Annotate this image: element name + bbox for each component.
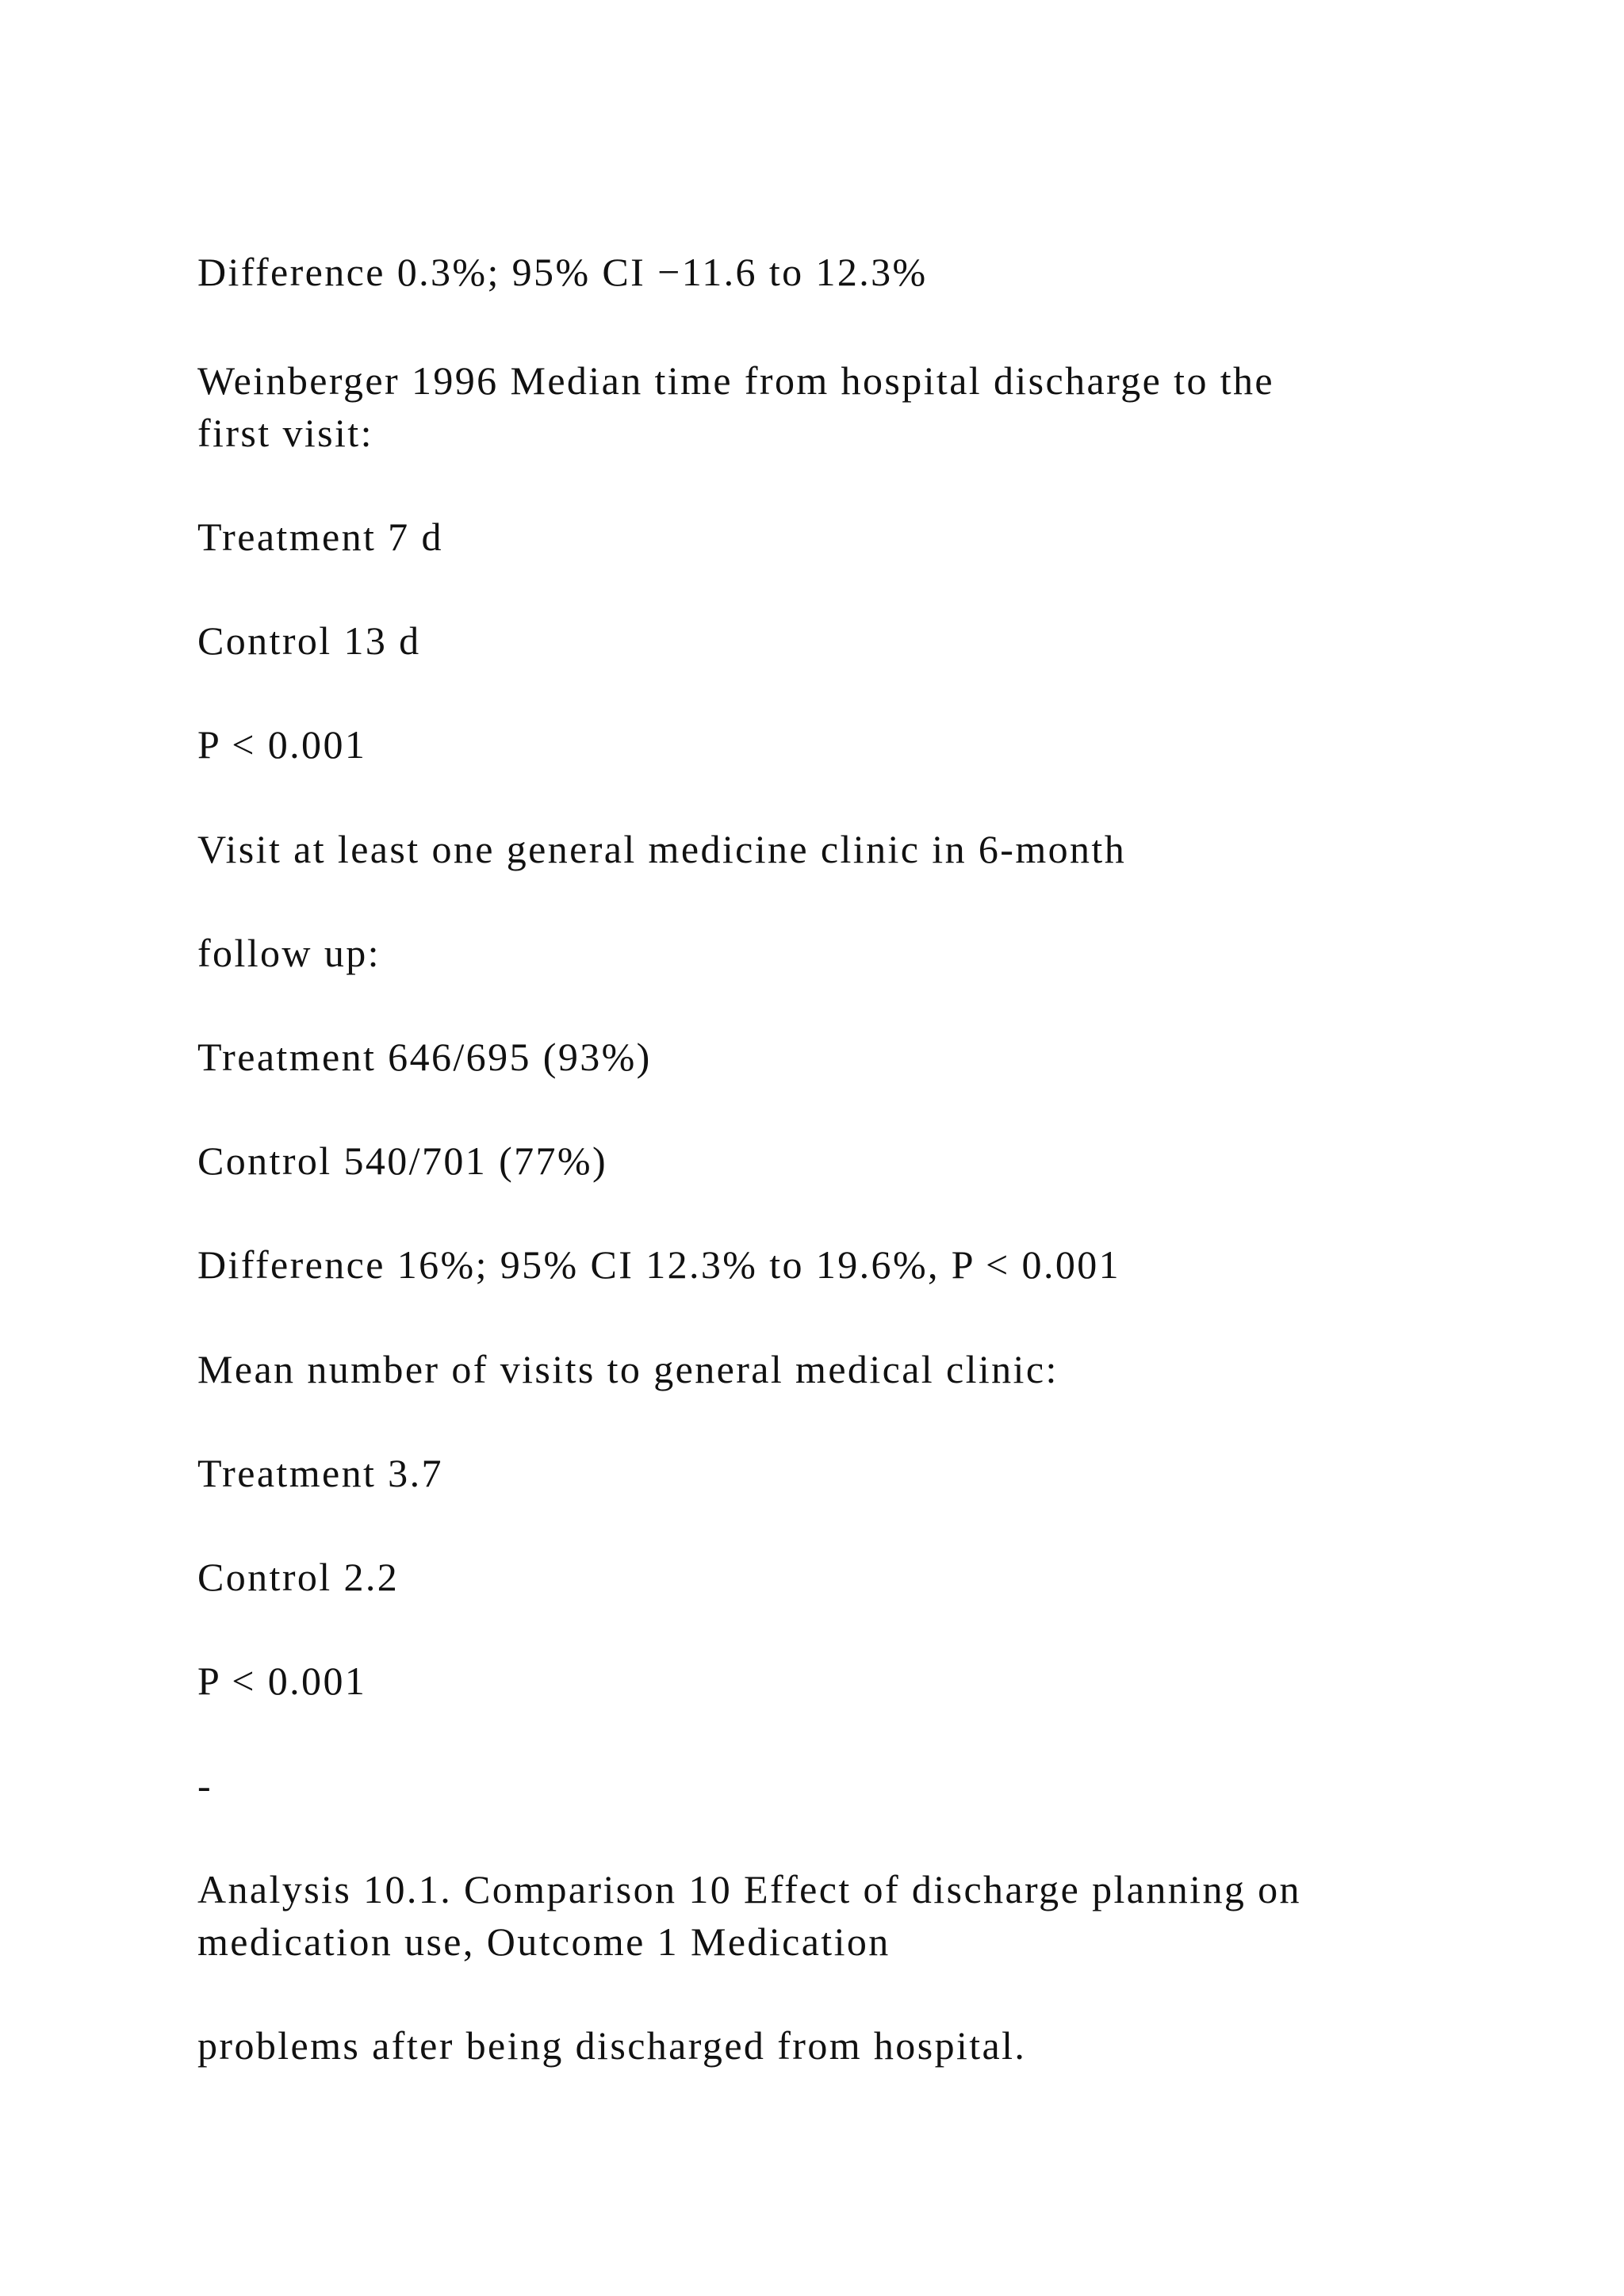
paragraph-follow-up: follow up:	[197, 931, 381, 975]
paragraph-visit-clinic: Visit at least one general medicine clinic in 6-month	[197, 827, 1127, 871]
paragraph-difference-visits: Difference 16%; 95% CI 12.3% to 19.6%, P < 0.001	[197, 1242, 1121, 1287]
paragraph-p-value: P < 0.001	[197, 722, 367, 767]
paragraph-treatment-days: Treatment 7 d	[197, 515, 443, 559]
paragraph-difference-ci: Difference 0.3%; 95% CI −11.6 to 12.3%	[197, 250, 928, 294]
paragraph-dash-separator: -	[197, 1763, 213, 1808]
paragraph-mean-visits: Mean number of visits to general medical clinic:	[197, 1347, 1059, 1391]
paragraph-analysis-continuation: problems after being discharged from hospital.	[197, 2023, 1027, 2068]
paragraph-control-days: Control 13 d	[197, 618, 421, 663]
paragraph-treatment-visits: Treatment 646/695 (93%)	[197, 1035, 652, 1079]
paragraph-control-mean: Control 2.2	[197, 1555, 400, 1599]
paragraph-treatment-mean: Treatment 3.7	[197, 1451, 443, 1495]
paragraph-weinberger-median-time: Weinberger 1996 Median time from hospital discharge to the first visit:	[197, 358, 1275, 455]
paragraph-analysis-heading: Analysis 10.1. Comparison 10 Effect of discharge planning on medication use, Outcome 1 Medication	[197, 1867, 1301, 1964]
paragraph-control-visits: Control 540/701 (77%)	[197, 1138, 608, 1183]
paragraph-p-value-2: P < 0.001	[197, 1659, 367, 1703]
